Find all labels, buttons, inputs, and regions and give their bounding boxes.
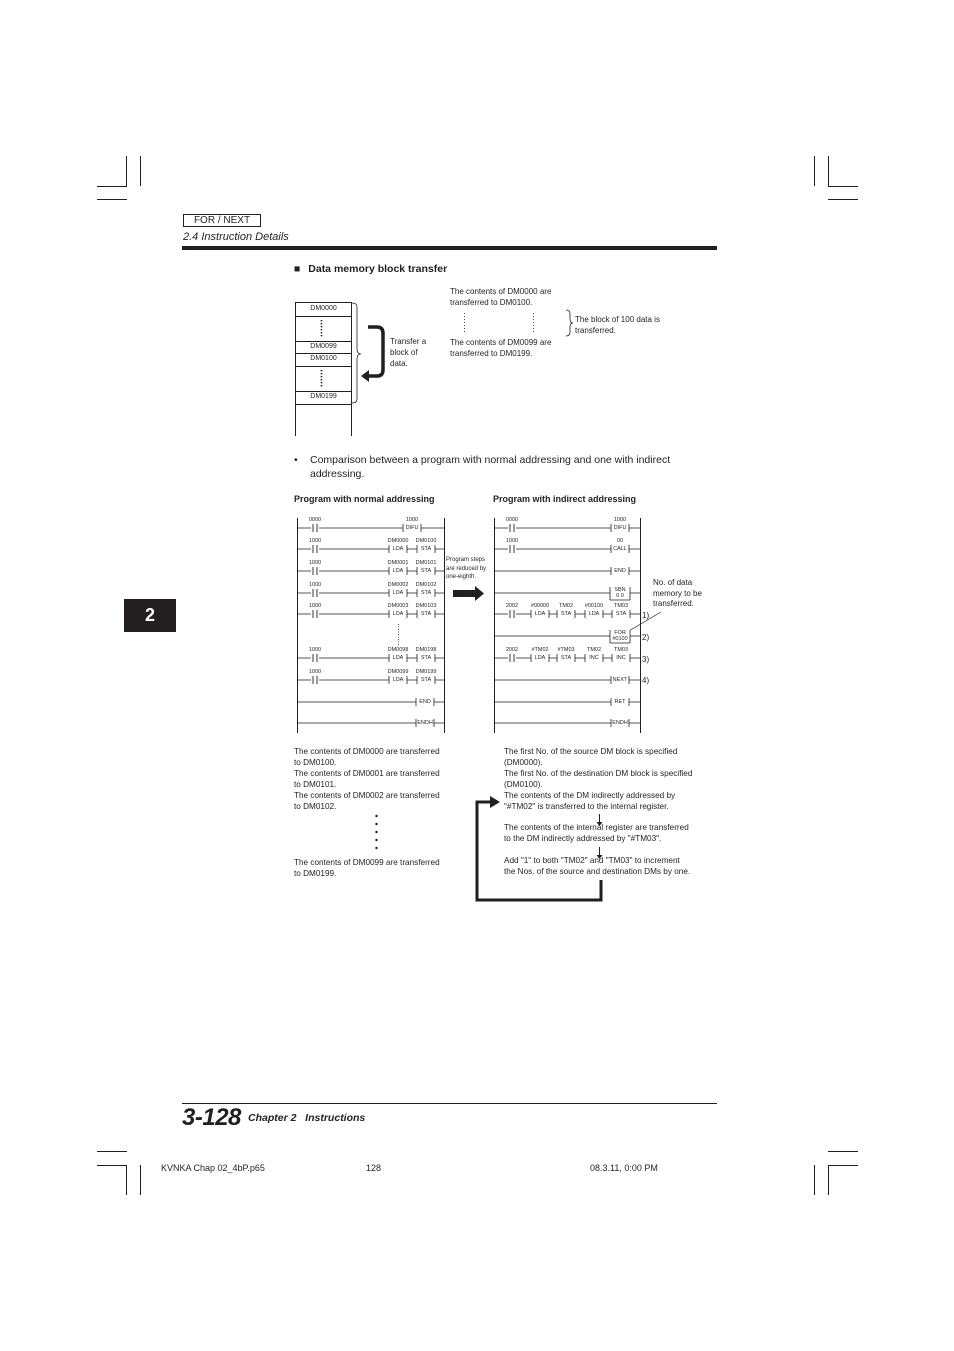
instruction-box: END [614, 568, 626, 574]
contact-label: 1000 [308, 669, 322, 675]
file-page: 128 [366, 1163, 382, 1173]
operand-label: DM0198 [415, 647, 437, 653]
instruction-box: FOR #0100 [612, 630, 628, 642]
instruction-box: STA [420, 568, 432, 574]
step-marker: 3) [642, 655, 650, 664]
operand-label: DM0101 [415, 560, 437, 566]
instruction-box: STA [420, 546, 432, 552]
operand-label: DM0000 [387, 538, 409, 544]
operand-label: #00000 [530, 603, 550, 609]
transfer-arrow-icon [361, 370, 369, 382]
contact-label: 2002 [505, 603, 519, 609]
dm-cell: DM0199 [310, 393, 337, 400]
normal-title: Program with normal addressing [294, 494, 435, 504]
contact-label: 1000 [308, 538, 322, 544]
contact-label: 1000 [308, 647, 322, 653]
dm-cell: DM0099 [310, 343, 337, 350]
instruction-box: ENDH [417, 720, 433, 726]
dm-count-note: No. of data memory to be transferred. [653, 578, 702, 608]
operand-label: DM0199 [415, 669, 437, 675]
step-marker: 1) [642, 611, 650, 620]
instruction-box: LDA [392, 677, 404, 683]
operand-label: DM0003 [387, 603, 409, 609]
instruction-box: STA [420, 655, 432, 661]
file-name: KVNKA Chap 02_4bP.p65 [161, 1163, 265, 1173]
operand-label: #00100 [584, 603, 604, 609]
instruction-box: STA [560, 611, 572, 617]
contact-label: 1000 [505, 538, 519, 544]
chapter-label: Chapter 2 Instructions [248, 1112, 366, 1124]
operand-label: 1000 [613, 517, 627, 523]
explanation-indirect: The first No. of the source DM block is specified (DM0000). The first No. of the destination DM block is specified (DM0100). The contents of the DM indirectly addressed by "#TM02" is transferred to the internal register. [504, 747, 693, 811]
instruction-box: STA [615, 611, 627, 617]
step-marker: 2) [642, 633, 650, 642]
dm-cell: DM0000 [310, 305, 337, 312]
operand-label: DM0001 [387, 560, 409, 566]
chapter-tab: 2 [124, 599, 176, 632]
instruction-box: DIFU [405, 525, 419, 531]
comparison-text: • Comparison between a program with normal addressing and one with indirect addressing. [294, 454, 671, 480]
contact-label: 1000 [308, 582, 322, 588]
operand-label: DM0102 [415, 582, 437, 588]
instruction-box: CALL [613, 546, 627, 552]
reduction-note: Program steps are reduced by one-eighth. [446, 557, 487, 580]
comparison-arrow-icon [475, 586, 484, 601]
contact-label: 2002 [505, 647, 519, 653]
step-marker: 4) [642, 676, 650, 685]
section-tag: FOR / NEXT [183, 214, 261, 227]
section-path: 2.4 Instruction Details [183, 231, 289, 243]
explanation-indirect-4: The contents of the internal register are transferred to the DM indirectly addressed by "#TM03". [504, 823, 689, 843]
transfer-label: Transfer a block of data. [390, 337, 427, 368]
instruction-box: LDA [392, 655, 404, 661]
instruction-box: LDA [534, 655, 546, 661]
instruction-box: STA [420, 611, 432, 617]
note-last: The contents of DM0099 are transferred to DM0199. [450, 338, 552, 358]
instruction-box: RET [614, 699, 626, 705]
instruction-box: LDA [392, 611, 404, 617]
contact-label: 0000 [505, 517, 519, 523]
comparison-bullet: • [294, 454, 298, 466]
instruction-box: NEXT [612, 677, 628, 683]
instruction-box: STA [420, 590, 432, 596]
instruction-box: STA [420, 677, 432, 683]
instruction-box: LDA [392, 568, 404, 574]
explanation-indirect-5: Add "1" to both "TM02" and "TM03" to increment the Nos. of the source and destination DMs by one. [504, 856, 691, 876]
contact-label: 1000 [308, 560, 322, 566]
instruction-box: ENDH [612, 720, 628, 726]
instruction-box: INC [589, 655, 599, 661]
contact-label: 1000 [308, 603, 322, 609]
operand-label: DM0098 [387, 647, 409, 653]
operand-label: DM0099 [387, 669, 409, 675]
instruction-box: LDA [534, 611, 546, 617]
operand-label: TM03 [613, 647, 629, 653]
heading-text: Data memory block transfer [308, 263, 448, 275]
operand-label: #TM02 [531, 647, 549, 653]
instruction-box: LDA [392, 546, 404, 552]
indirect-title: Program with indirect addressing [493, 494, 637, 504]
page-number: 3-128 [182, 1104, 241, 1131]
instruction-box: END [419, 699, 431, 705]
instruction-box: DIFU [613, 525, 627, 531]
operand-label: TM02 [558, 603, 574, 609]
operand-label: TM02 [586, 647, 602, 653]
note-block: The block of 100 data is transferred. [575, 315, 660, 335]
timestamp: 08.3.11, 0:00 PM [590, 1163, 658, 1173]
operand-label: DM0100 [415, 538, 437, 544]
loop-arrow-icon [490, 796, 500, 808]
operand-label: TM03 [613, 603, 629, 609]
operand-label: DM0103 [415, 603, 437, 609]
instruction-box: LDA [392, 590, 404, 596]
operand-label: 1000 [405, 517, 419, 523]
dm-cell: DM0100 [310, 355, 337, 362]
contact-label: 0000 [308, 517, 322, 523]
instruction-box: STA [560, 655, 572, 661]
instruction-box: SBN 0 0 [614, 587, 626, 599]
note-first: The contents of DM0000 are transferred to DM0100. [450, 287, 552, 307]
explanation-normal-last: The contents of DM0099 are transferred to DM0199. [294, 858, 440, 878]
instruction-box: INC [616, 655, 626, 661]
heading-bullet: ■ [294, 263, 301, 275]
explanation-normal: The contents of DM0000 are transferred to DM0100. The contents of DM0001 are transferred to DM0101. The contents of DM0002 are transferred to DM0102. [294, 747, 440, 811]
operand-label: DM0002 [387, 582, 409, 588]
operand-label: 00 [616, 538, 624, 544]
operand-label: #TM03 [557, 647, 575, 653]
footer-rule [182, 1103, 717, 1104]
instruction-box: LDA [588, 611, 600, 617]
